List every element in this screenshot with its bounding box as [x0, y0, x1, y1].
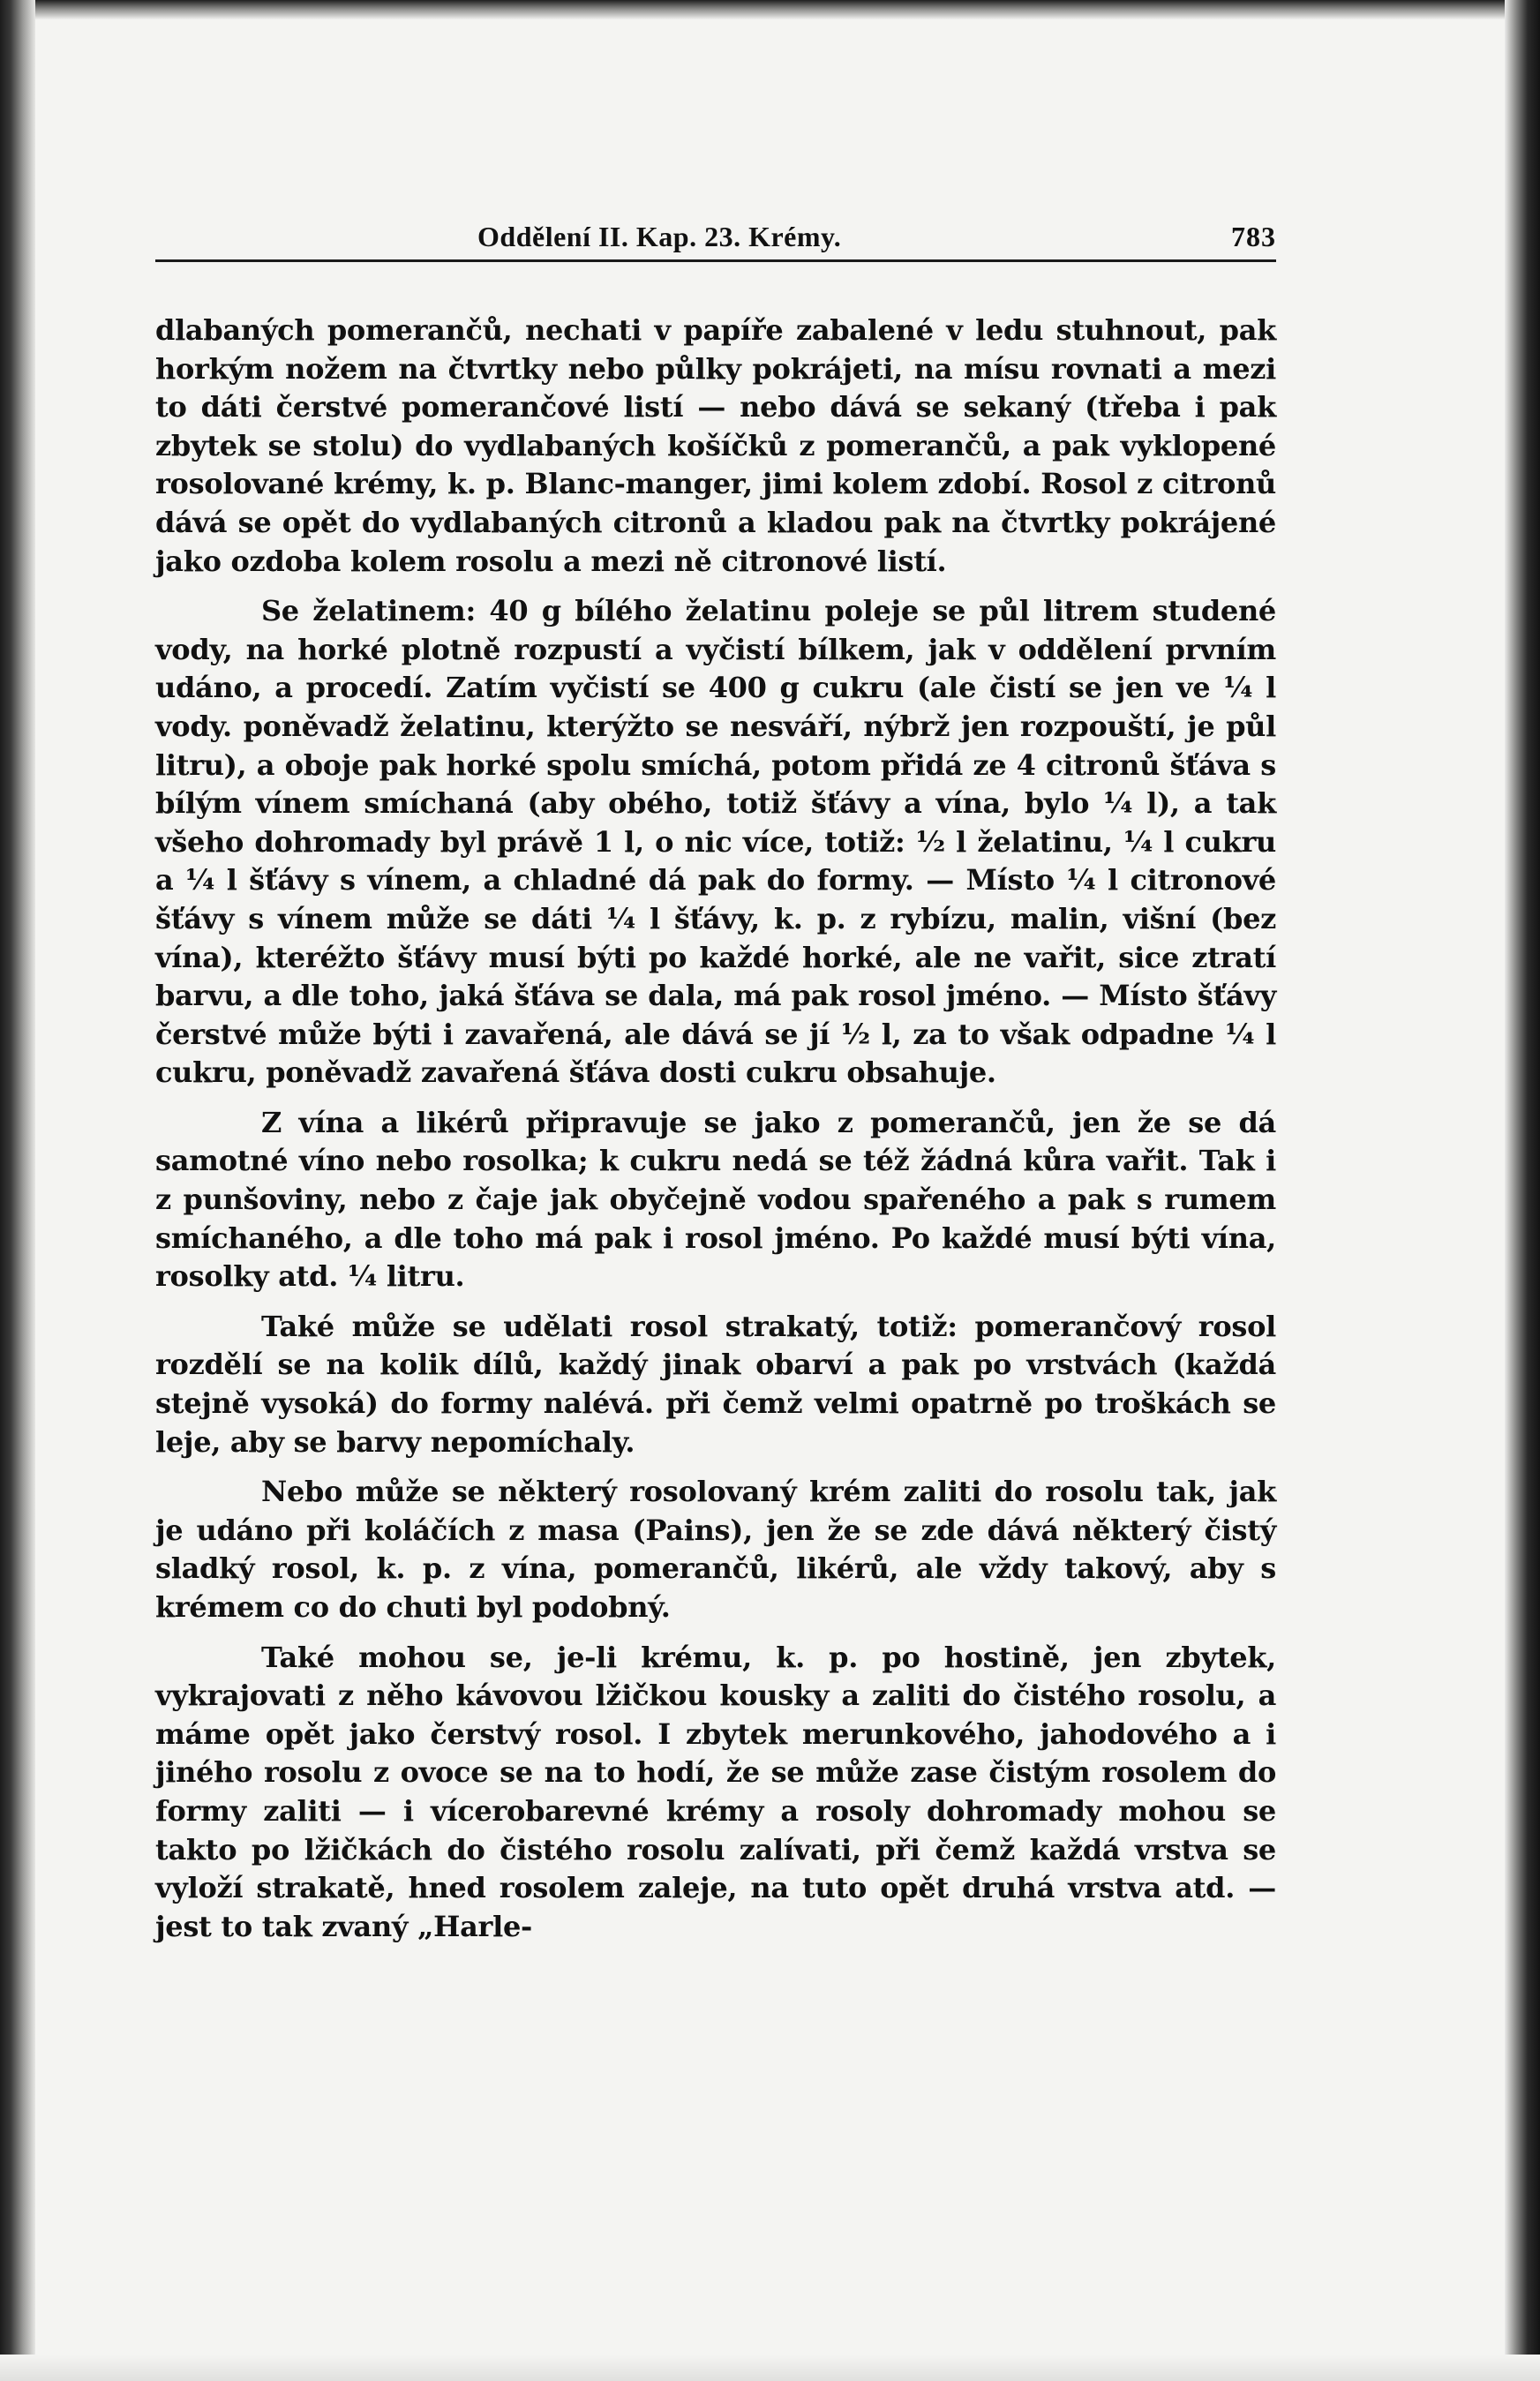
paragraph: Také může se udělati rosol strakatý, totiž: pomerančový rosol rozdělí se na kolik dílů, každý jinak obarví a pak po vrstvách (každá stejně vysoká) do formy nalévá. při čemž velmi opatrně po troškách se leje, aby se barvy nepomíchaly.: [155, 1309, 1276, 1459]
scan-edge-left: [0, 0, 35, 2381]
book-page: [155, 221, 1276, 1957]
paragraph: Nebo může se některý rosolovaný krém zaliti do rosolu tak, jak je udáno při koláčích z masa (Pains), jen že se zde dává některý čistý sladký rosol, k. p. z vína, pomerančů, likérů, ale vždy takový, aby s krémem co do chuti byl podobný.: [155, 1475, 1276, 1624]
body-text: [155, 312, 1276, 1946]
running-header: [155, 221, 1276, 262]
paragraph: Z vína a likérů připravuje se jako z pomerančů, jen že se dá samotné víno nebo rosolka; k cukru nedá se též žádná kůra vařit. Tak i z punšoviny, nebo z čaje jak obyčejně vodou spařeného a pak s rumem smíchaného, a dle toho má pak i rosol jméno. Po každé musí býti vína, rosolky atd. ¼ litru.: [155, 1105, 1276, 1294]
paragraph: Také mohou se, je-li krému, k. p. po hostině, jen zbytek, vykrajovati z něho kávovou lžičkou kousky a zaliti do čistého rosolu, a máme opět jako čerstvý rosol. I zbytek merunkového, jahodového a i jiného rosolu z ovoce se na to hodí, že se může zase čistým rosolem do formy zaliti — i vícerobarevné krémy a rosoly dohromady mohou se takto po lžičkách do čistého rosolu zalívati, při čemž každá vrstva se vyloží strakatě, hned rosolem zaleje, na tuto opět druhá vrstva atd. — jest to tak zvaný „Harle-: [155, 1640, 1276, 1943]
paragraph: dlabaných pomerančů, nechati v papíře zabalené v ledu stuhnout, pak horkým nožem na čtvrtky nebo půlky pokrájeti, na mísu rovnati a mezi to dáti čerstvé pomerančové listí — nebo dává se sekaný (třeba i pak zbytek se stolu) do vydlabaných košíčků z pomerančů, a pak vyklopené rosolované krémy, k. p. Blanc-manger, jimi kolem zdobí. Rosol z citronů dává se opět do vydlabaných citronů a kladou pak na čtvrtky pokrájené jako ozdoba kolem rosolu a mezi ně citronové listí.: [155, 313, 1276, 578]
header-title: Oddělení II. Kap. 23. Krémy.: [477, 221, 842, 252]
paragraph: Se želatinem: 40 g bílého želatinu poleje se půl litrem studené vody, na horké plotně rozpustí a vyčistí bílkem, jak v oddělení prvním udáno, a procedí. Zatím vyčistí se 400 g cukru (ale čistí se jen ve ¼ l vody. poněvadž želatinu, kterýžto se nesváří, nýbrž jen rozpouští, je půl litru), a oboje pak horké spolu smíchá, potom přidá ze 4 citronů šťáva s bílým vínem smíchaná (aby obého, totiž šťávy a vína, bylo ¼ l), a tak všeho dohromady byl právě 1 l, o nic více, totiž: ½ l želatinu, ¼ l cukru a ¼ l šťávy s vínem, a chladné dá pak do formy. — Místo ¼ l citronové šťávy s vínem může se dáti ¼ l šťávy, k. p. z rybízu, malin, višní (bez vína), kteréžto šťávy musí býti po každé horké, ale ne vařit, sice ztratí barvu, a dle toho, jaká šťáva se dala, má pak rosol jméno. — Místo šťávy čerstvé může býti i zavařená, ale dává se jí ½ l, za to však odpadne ¼ l cukru, poněvadž zavařená šťáva dosti cukru obsahuje.: [155, 594, 1276, 1090]
scan-edge-bottom: [0, 2355, 1540, 2381]
scan-edge-top: [0, 0, 1540, 19]
page-number: 783: [1231, 221, 1276, 252]
scan-edge-right: [1505, 0, 1540, 2381]
